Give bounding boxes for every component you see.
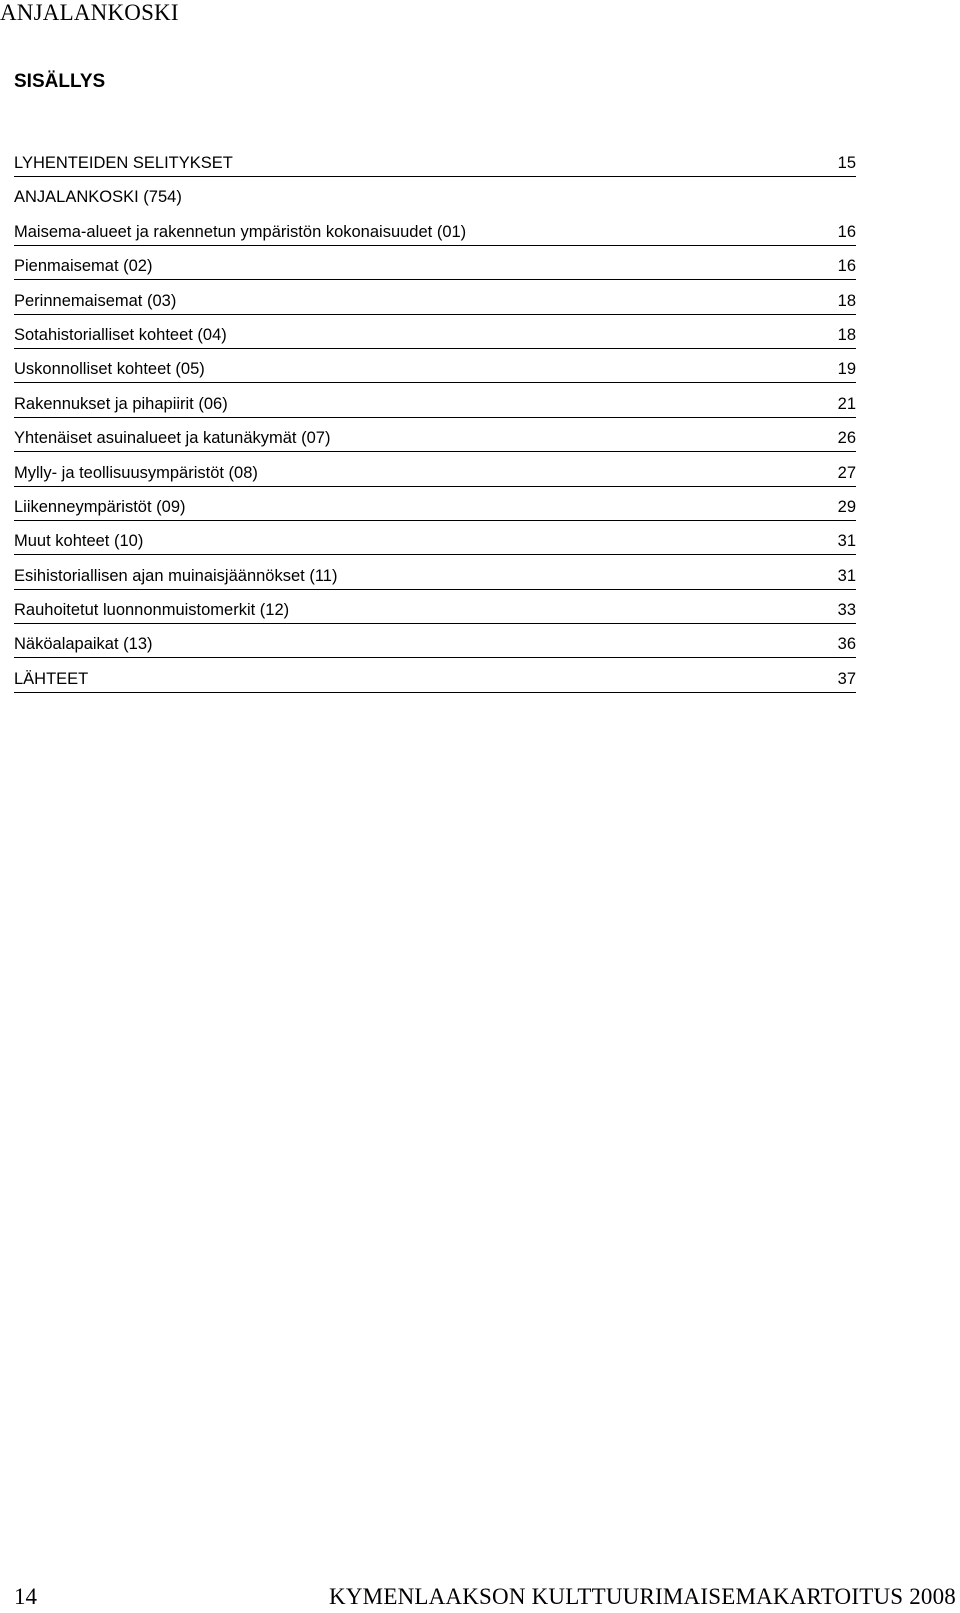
toc-entry-anjalankoski[interactable] (14, 186, 856, 220)
toc-entry-yhtenaiset-asuinalueet[interactable] (14, 427, 856, 461)
toc-entry-page: 15 (837, 154, 856, 172)
toc-entry-label: Sotahistorialliset kohteet (04) (14, 325, 227, 344)
toc-entry-label: Maisema-alueet ja rakennetun ympäristön kokonaisuudet (01) (14, 222, 467, 241)
toc-entry-pienmaisemat[interactable] (14, 255, 856, 289)
toc-entry-page: 36 (837, 635, 856, 654)
toc-entry-page: 27 (837, 463, 856, 482)
toc-heading: SISÄLLYS (14, 71, 106, 92)
toc-entry-label: Esihistoriallisen ajan muinaisjäännökset (11) (14, 566, 338, 585)
toc-entry-label: Yhtenäiset asuinalueet ja katunäkymät (07) (14, 429, 331, 448)
toc-entry-sotahistorialliset[interactable] (14, 324, 856, 358)
toc-entry-page: 21 (837, 394, 856, 413)
toc-entry-page: 26 (837, 429, 856, 448)
toc-entry-uskonnolliset[interactable] (14, 358, 856, 392)
toc-entry-label: ANJALANKOSKI (754) (14, 188, 182, 207)
toc-entry-perinnemaisemat[interactable] (14, 290, 856, 324)
toc-entry-mylly-ja-teollisuus[interactable] (14, 462, 856, 496)
toc-entry-page: 31 (837, 532, 856, 551)
toc-entry-label: Pienmaisemat (02) (14, 257, 153, 276)
footer-page-number: 14 (14, 1584, 37, 1609)
toc-entry-rauhoitetut[interactable] (14, 599, 856, 633)
toc-entry-page: 16 (837, 222, 856, 241)
toc-entry-label: Rakennukset ja pihapiirit (06) (14, 394, 228, 413)
toc-entry-label: Näköalapaikat (13) (14, 635, 153, 654)
toc-leader-line (14, 668, 856, 693)
toc-entry-page: 19 (837, 360, 856, 379)
footer-publication-title: KYMENLAAKSON KULTTUURIMAISEMAKARTOITUS 2008 (329, 1584, 956, 1609)
toc-entry-esihistoriallisen-ajan[interactable] (14, 565, 856, 599)
toc-entry-lyhenteiden-selitykset[interactable] (14, 152, 856, 186)
toc-entry-muut-kohteet[interactable] (14, 530, 856, 564)
toc-entry-page: 18 (837, 291, 856, 310)
toc-entry-label: LYHENTEIDEN SELITYKSET (14, 154, 233, 172)
toc-entry-liikenneymparistot[interactable] (14, 496, 856, 530)
toc-entry-label: Mylly- ja teollisuusympäristöt (08) (14, 463, 258, 482)
toc-entry-page: 31 (837, 566, 856, 585)
toc-entry-label: LÄHTEET (14, 669, 89, 688)
toc-entry-lahteet[interactable] (14, 668, 856, 702)
page-header-title: ANJALANKOSKI (0, 0, 179, 25)
toc-entry-rakennukset[interactable] (14, 393, 856, 427)
toc-entry-page: 16 (837, 257, 856, 276)
toc-entry-nakoalapaikat[interactable] (14, 633, 856, 667)
toc-entry-page: 29 (837, 497, 856, 516)
toc-entry-label: Muut kohteet (10) (14, 532, 144, 551)
toc-entry-page: 37 (837, 669, 856, 688)
toc-entry-page: 18 (837, 325, 856, 344)
toc-entry-label: Liikenneympäristöt (09) (14, 497, 186, 516)
toc-entry-label: Rauhoitetut luonnonmuistomerkit (12) (14, 601, 290, 620)
toc-entry-page: 33 (837, 601, 856, 620)
table-of-contents (14, 152, 856, 702)
toc-entry-maisema-alueet[interactable] (14, 221, 856, 255)
toc-entry-label: Perinnemaisemat (03) (14, 291, 177, 310)
toc-entry-label: Uskonnolliset kohteet (05) (14, 360, 205, 379)
